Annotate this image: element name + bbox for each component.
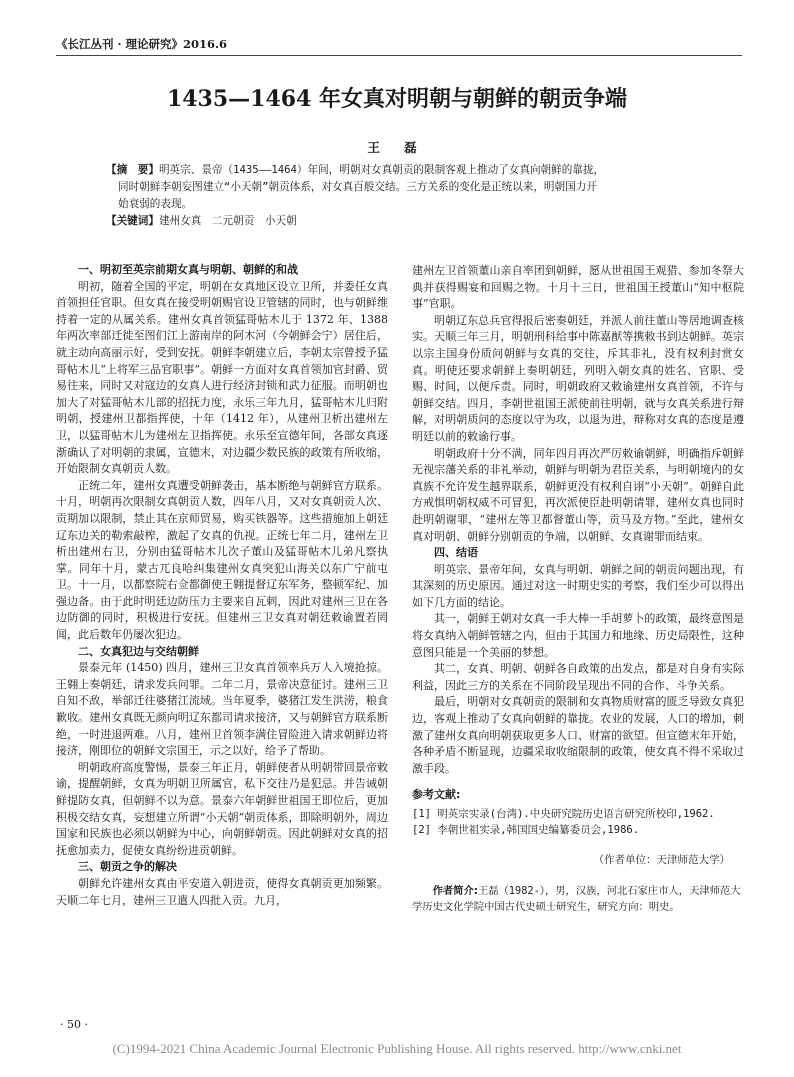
abstract-label: 【摘 要】 (106, 164, 159, 176)
paragraph: 明初，随着全国的平定，明朝在女真地区设立卫所，并委任女真首领担任官职。但女真在接受明朝赐官设卫管辖的同时，也与朝鲜维持着一定的从属关系。建州女真首领猛哥帖木儿于 1372 年、1388 年两次率部迁徙至图们江上游南岸的阿木河（今朝鲜会宁）居住后，就主动向高丽示好，受到安抚。朝鲜李朝建立后，李朝太宗曾授予猛哥帖木儿“上将军三品官职事”。朝鲜一方面对女真首领加官封爵、贸易往来，同时又对寇边的女真人进行经济封锁和武力征服。而明朝也加大了对猛哥帖木儿部的招抚力度，永乐三年九月，猛哥帖木儿归附明朝，授建州卫都指挥使，十年（1412 年），从建州卫析出建州左卫，以猛哥帖木儿为建州左卫指挥使。永乐至宣德年间，各部女真逐渐确认了对明朝的隶属，宣德末，对边疆少数民族的政策有所收缩，开始限制女真朝贡人数。 (56, 279, 388, 476)
keywords-label: 【关键词】 (106, 215, 159, 227)
references-title: 参考文献: (412, 788, 461, 802)
paragraph: 正统二年，建州女真遭受朝鲜袭击，基本断绝与朝鲜官方联系。十月，明朝再次限制女真朝贡人数，四年八月，又对女真朝贡人次、贡期加以限制，禁止其在京师贸易，购买铁器等。这些措施加上朝廷辽东边关的勒索敲榨，激起了女真的仇视。正统七年二月，建州左卫析出建州右卫，分别由猛哥帖木儿次子董山及猛哥帖木儿弟凡察执掌。同年十月，蒙古兀良哈纠集建州女真突犯山海关以东广宁前屯卫。十一月，以都察院右佥都御使王翱提督辽东军务，整顿军纪、加强边备。由于此时明廷边防压力主要来自瓦剌，因此对建州三卫在各边防御的同时，积极进行安抚。但建州三卫女真对朝廷敕谕置若罔闻，此后数年仍屡次犯边。 (56, 478, 388, 642)
paragraph: 景泰元年 (1450) 四月，建州三卫女真首领率兵万人入境抢掠。王翱上奏朝廷，请求发兵问罪。二年二月，景帝决意征讨。建州三卫自知不敌，举部迁往婆猪江流域。当年夏季，婆猪江发生洪涝，粮食歉收。建州女真既无颜向明辽东都司请求接济，又与朝鲜官方联系断绝，一时进退两难。八月，建州卫首领李满住冒险进入请求朝鲜边将接济，刚即位的朝鲜文宗国王，示之以好，给予了帮助。 (56, 661, 388, 758)
author-unit: （作者单位：天津师范大学） (593, 854, 730, 866)
abstract-line-2: 同时朝鲜李朝妄图建立“小天朝”朝贡体系，对女真百般交结。三方关系的变化是正统以来，明朝国力开 (118, 181, 597, 193)
paragraph: 朝鲜允许建州女真由平安道入朝进贡，使得女真朝贡更加频繁。天顺二年七月，建州三卫遣人四批入贡。九月， (56, 876, 388, 907)
paragraph: 其二，女真、明朝、朝鲜各自政策的出发点，都是对自身有实际利益，因此三方的关系在不同阶段呈现出不同的合作、斗争关系。 (412, 662, 744, 692)
right-column (412, 263, 744, 915)
section-heading: 一、明初至英宗前期女真与明朝、朝鲜的和战 (78, 263, 298, 276)
paragraph: 明朝政府高度警惕，景泰三年正月，朝鲜使者从明朝带回景帝敕谕，提醒朝鲜，女真为明朝卫所属官，私下交往乃是犯忌。并告诫朝鲜提防女真，但朝鲜不以为意。景泰六年朝鲜世祖国王即位后，更加积极交结女真，妄想建立所谓“小天朝”朝贡体系，即除明朝外，周边国家和民族也必须以朝鲜为中心，向朝鲜朝贡。因此朝鲜对女真的招抚愈加卖力，促使女真纷纷进贡朝鲜。 (56, 760, 388, 857)
abstract-text: 明英宗、景帝（1435——1464）年间，明朝对女真朝贡的限制客观上推动了女真向朝鲜的靠拢， (158, 164, 605, 176)
journal-header: 《长江丛刊 · 理论研究》2016.6 (56, 37, 228, 51)
bio-text: 王磊（1982-），男，汉族，河北石家庄市人，天津师范大学历史文化学院中国古代史硕士研究生，研究方向：明史。 (412, 884, 741, 913)
paragraph: 最后，明朝对女真朝贡的限制和女真物质财富的匮乏导致女真犯边，客观上推动了女真向朝鲜的靠拢。农业的发展，人口的增加，刺激了建州女真向明朝获取更多人口、财富的欲望。但宣德末年开始，各种矛盾不断显现，边疆采取收缩限制的政策，使女真不得不采取过激手段。 (412, 695, 744, 775)
right-column-body (412, 263, 744, 777)
keywords-text: 建州女真 二元朝贡 小天朝 (158, 215, 297, 227)
paragraph: 明朝辽东总兵官得报后密奏朝廷，并派人前往董山等居地调查核实。天顺三年三月，明朝刑科给事中陈嘉猷等携敕书到达朝鲜。英宗以宗主国身份质问朝鲜与女真的交往，斥其非礼，没有权利封赏女真。明使还要求朝鲜上奏明朝廷，列明入朝女真的姓名、官职、受赐、时间，以便斥责。同时，明朝政府又敕谕建州女真首领，不许与朝鲜交结。四月，李朝世祖国王派使前往明朝，就与女真关系进行辩解，对明朝质问的态度以守为攻，以退为进，辩称对女真的态度是遵明廷以前的敕谕行事。 (412, 313, 744, 443)
abstract-block (106, 162, 704, 230)
paragraph: 明朝政府十分不满，同年四月再次严厉敕谕朝鲜，明确指斥朝鲜无视宗藩关系的非礼举动，朝鲜与明朝为君臣关系，与明朝境内的女真族不允许发生越界联系，朝鲜更没有权利自诩“小天朝”。朝鲜自此方戒惧明朝权威不可冒犯，再次派使臣赴明朝请罪，建州女真也同时赴明朝谢罪，“建州左等卫都督董山等，贡马及方物。”至此，建州女真对明朝、朝鲜分别朝贡的争端，以朝鲜、女真谢罪而结束。 (412, 446, 744, 543)
keywords-line (106, 213, 704, 230)
bio-label: 作者简介: (432, 884, 478, 897)
page-number: · 50 · (60, 1018, 88, 1031)
author-bio (412, 883, 744, 915)
copyright-footer: (C)1994-2021 China Academic Journal Electronic Publishing House. All rights reserved. http://www.cnki.net (112, 1041, 682, 1056)
reference-item: [1] 明英宗实录(台湾).中央研究院历史语言研究所校印,1962. (412, 808, 715, 820)
left-column (56, 262, 388, 909)
section-heading: 四、结语 (434, 546, 478, 560)
section-heading: 三、朝贡之争的解决 (78, 860, 177, 874)
paragraph: 建州左卫首领董山亲自率团到朝鲜，愿从世祖国王观猎、参加冬祭大典并获得赐宴和回赐之物。十月十三日，世祖国王授董山“知中枢院事”官职。 (412, 264, 744, 311)
abstract-line-3: 始衰弱的表现。 (118, 198, 193, 210)
paragraph: 明英宗、景帝年间，女真与明朝、朝鲜之间的朝贡问题出现，有其深刻的历史原因。通过对这一时期史实的考察，我们至少可以得出如下几方面的结论。 (412, 562, 744, 609)
paragraph: 其一，朝鲜王朝对女真一手大棒一手胡萝卜的政策，最终意图是将女真纳入朝鲜管辖之内，但由于其国力和地缘、历史局限性，这种意图只能是一个美丽的梦想。 (412, 612, 744, 659)
header-rule (56, 55, 742, 56)
article-author: 王 磊 (367, 140, 427, 155)
reference-item: [2] 李朝世祖实录,韩国国史编纂委员会,1986. (412, 824, 640, 836)
abstract-line-1 (106, 162, 704, 179)
section-heading: 二、女真犯边与交结朝鲜 (78, 644, 199, 658)
article-title: 1435—1464 年女真对明朝与朝鲜的朝贡争端 (166, 86, 628, 112)
